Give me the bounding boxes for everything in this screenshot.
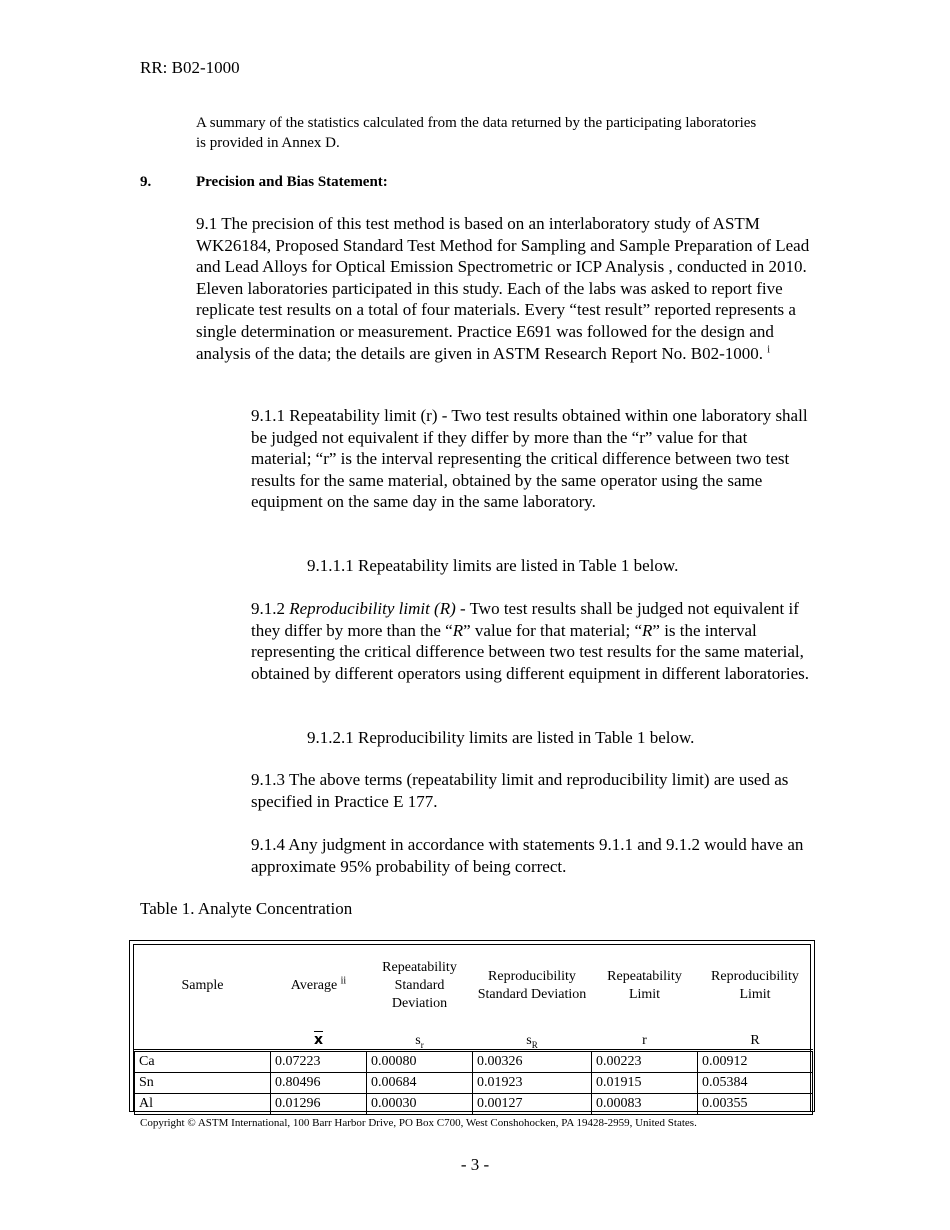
header-average [271,945,367,1027]
paragraph-9-1-1: 9.1.1 Repeatability limit (r) - Two test results obtained within one laboratory shall be judged not equivalent if they differ by more than the “r” value for that material; “r” is the interval representing the critical difference between two test results for the same material, obtained by the same operator using the same equipment on the same day in the same laboratory. [251,406,808,512]
cell-average: 0.01296 [271,1094,367,1115]
table-row [135,1051,813,1073]
cell-r: 0.00223 [592,1051,698,1073]
p912-part2: ” value for that material; “ [463,620,643,640]
intro-paragraph: A summary of the statistics calculated from the data returned by the participating laboratories is provided in Annex D. [196,115,757,151]
report-header: RR: B02-1000 [140,58,240,77]
p912-part1: - Two test results shall be judged not equivalent if they differ by more than the “ [251,599,799,640]
copyright-notice: Copyright © ASTM International, 100 Barr Harbor Drive, PO Box C700, West Conshohocken, PA 19428-2959, United States. [140,1117,697,1129]
paragraph-9-1-2 [251,598,811,684]
table-caption: Table 1. Analyte Concentration [140,899,353,918]
paragraph-9-1-4: 9.1.4 Any judgment in accordance with statements 9.1.1 and 9.1.2 would have an approximate 95% probability of being correct. [251,835,804,876]
header-repeatability-limit: Repeatability Limit [607,969,682,1002]
symbol-sr [367,1027,473,1051]
sR-base: s [526,1033,532,1048]
cell-sr: 0.00030 [367,1094,473,1115]
symbol-average [271,1027,367,1051]
cell-sr: 0.00684 [367,1073,473,1094]
symbol-sample [135,1027,271,1051]
p912-r2: R [642,620,653,640]
table-row [135,1094,813,1115]
paragraph-9-1 [196,213,818,364]
table-symbol-row [135,1027,813,1051]
paragraph-9-1-text: 9.1 The precision of this test method is based on an interlaboratory study of ASTM WK26184, Proposed Standard Test Method for Sampling and Sample Preparation of Lead and Lead Alloys for Optical Emission Spectrometric or ICP Analysis , conducted in 2010. Eleven laboratories participated in this study. Each of the labs was asked to report five replicate test results on a total of four materials. Every “test result” reported represents a single determination or measurement. Practice E691 was followed for the design and analysis of the data; the details are given in ASTM Research Report No. B02-1000. [196,214,810,363]
cell-sR: 0.00127 [473,1094,592,1115]
cell-r: 0.00083 [592,1094,698,1115]
p912-r1: R [452,620,464,640]
cell-sR: 0.01923 [473,1073,592,1094]
table-header-row [135,945,813,1027]
header-average-label: Average [290,978,338,993]
paragraph-9-1-1-1: 9.1.1.1 Repeatability limits are listed in Table 1 below. [307,556,679,575]
table-frame [129,940,815,1112]
symbol-R: R [750,1033,760,1048]
cell-sample: Al [135,1094,271,1115]
cell-r: 0.01915 [592,1073,698,1094]
cell-R: 0.00355 [698,1094,813,1115]
cell-R: 0.05384 [698,1073,813,1094]
cell-average: 0.80496 [271,1073,367,1094]
footnote-marker: i [767,343,771,355]
cell-sR: 0.00326 [473,1051,592,1073]
cell-sample: Sn [135,1073,271,1094]
section-number: 9. [140,174,152,190]
table-inner-frame [133,944,811,1111]
x-bar-symbol: $\overline{x}$ [313,1032,324,1048]
sr-subscript: r [420,1039,424,1050]
sr-base: s [415,1033,421,1048]
cell-average: 0.07223 [271,1051,367,1073]
symbol-sR [473,1027,592,1051]
sR-subscript: R [531,1039,538,1050]
paragraph-9-1-2-1: 9.1.2.1 Reproducibility limits are listed in Table 1 below. [307,728,695,747]
header-reproducibility-sd: Reproducibility Standard Deviation [477,969,587,1002]
analyte-table [134,945,813,1115]
header-reproducibility-limit: Reproducibility Limit [711,969,799,1002]
page-number: - 3 - [460,1155,490,1174]
p912-italic-term: Reproducibility limit (R) [289,599,456,618]
p912-part3: ” is the interval representing the critical difference between two test results for the same material, obtained by different operators using different equipment in different laboratories. [251,620,809,683]
cell-R: 0.00912 [698,1051,813,1073]
header-sample: Sample [181,978,224,993]
cell-sr: 0.00080 [367,1051,473,1073]
cell-sample: Ca [135,1051,271,1073]
table-row [135,1073,813,1094]
header-repeatability-sd: Repeatability Standard Deviation [382,960,457,1011]
average-footnote-marker: ii [340,975,347,987]
p912-lead: 9.1.2 [251,599,290,618]
section-title: Precision and Bias Statement: [196,174,388,190]
paragraph-9-1-3: 9.1.3 The above terms (repeatability limit and reproducibility limit) are used as specified in Practice E 177. [251,770,789,811]
symbol-r: r [642,1033,647,1048]
